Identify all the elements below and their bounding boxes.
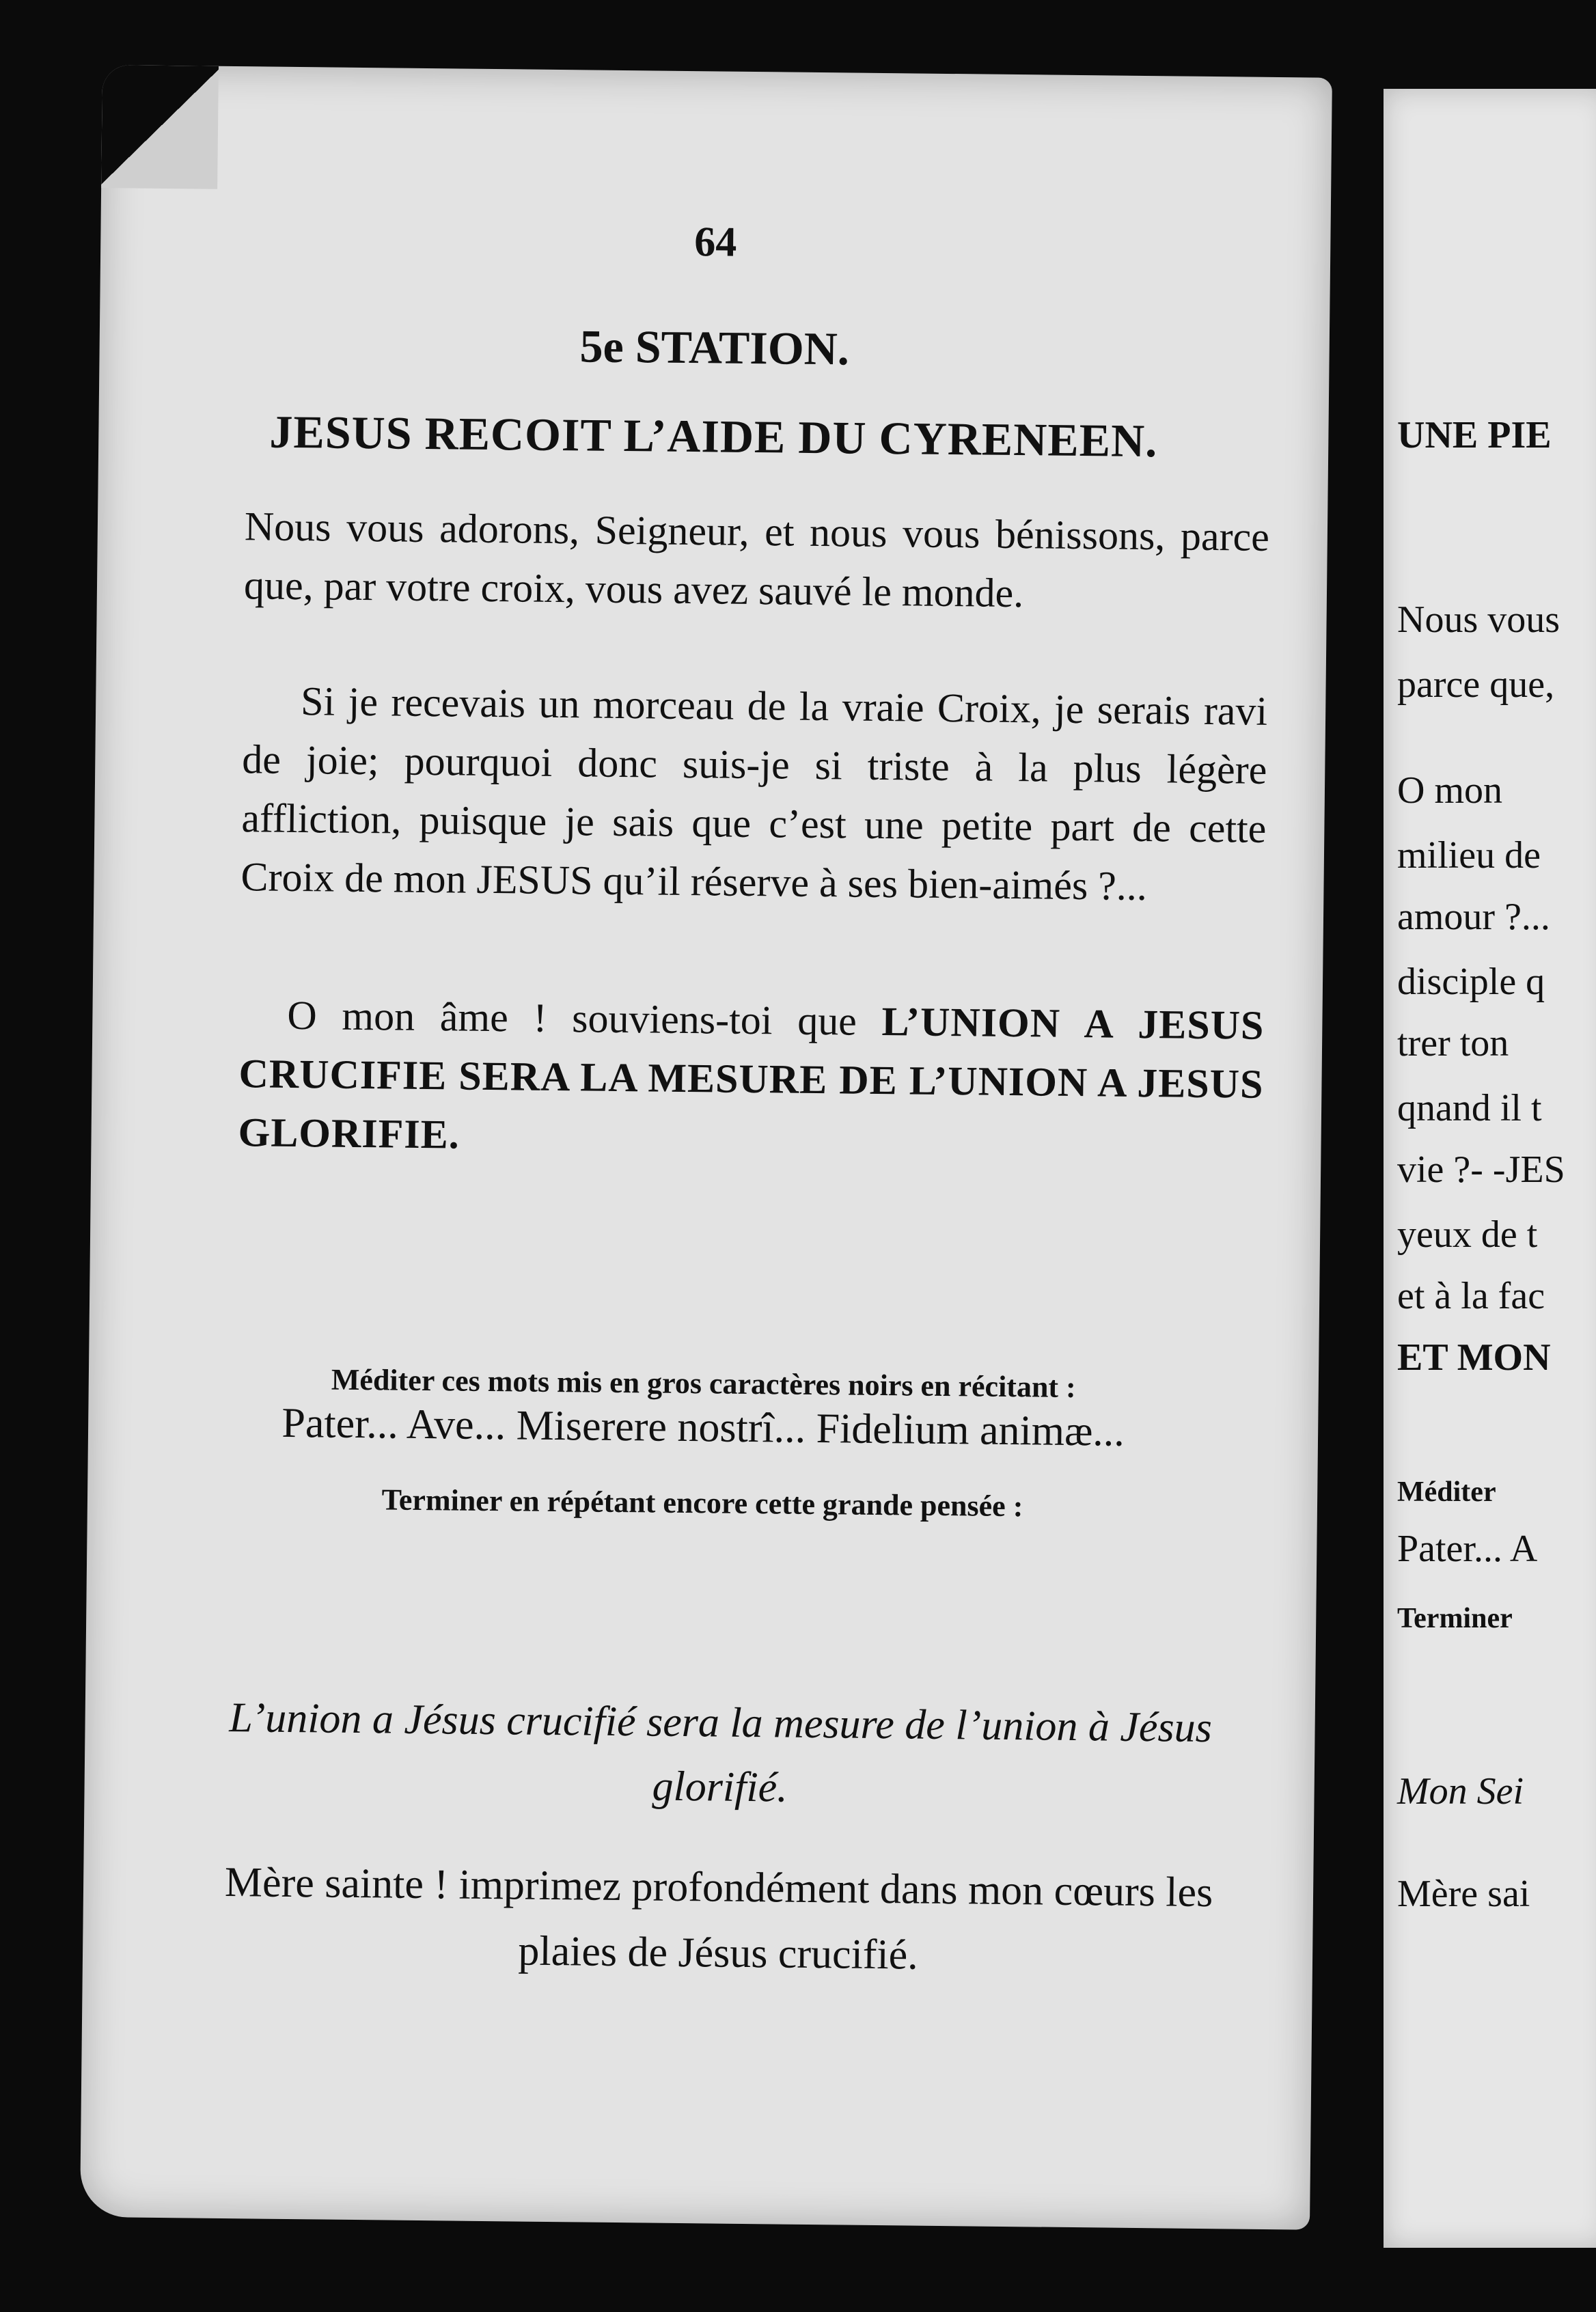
right-line: Nous vous	[1397, 598, 1560, 641]
right-line: Terminer	[1397, 1603, 1513, 1634]
right-page	[1384, 89, 1596, 2248]
right-line: et à la fac	[1397, 1275, 1545, 1317]
right-line: trer ton	[1397, 1022, 1509, 1064]
right-line: amour ?...	[1397, 896, 1550, 938]
right-line: parce que,	[1397, 663, 1555, 706]
right-line: disciple q	[1397, 961, 1545, 1003]
station-title: JESUS RECOIT L’AIDE DU CYRENEEN.	[269, 405, 1158, 467]
page-number: 64	[693, 219, 737, 266]
closing-prayer: Mère sainte ! imprimez profondément dans mon cœurs les plaies de Jésus crucifié.	[224, 1859, 1213, 1979]
right-line: vie ?- -JES	[1397, 1148, 1565, 1191]
right-line: qnand il t	[1397, 1087, 1542, 1129]
quote: L’union a Jésus crucifié sera la mesure de l’union à Jésus glorifié.	[229, 1694, 1213, 1811]
meditation-paragraph: Si je recevais un morceau de la vraie Croix, je serais ravi de joie; pourquoi donc suis-je si triste à la plus légère affliction, puisque je sais que c’est une petite part de cette Croix de mon JESUS qu’il réserve à ses bien-aimés ?...	[240, 678, 1268, 909]
right-line: Méditer	[1397, 1476, 1496, 1508]
right-line: milieu de	[1397, 834, 1541, 877]
right-line: Mon Sei	[1397, 1770, 1524, 1813]
folded-corner	[101, 65, 219, 189]
right-line: Pater... A	[1397, 1528, 1538, 1570]
exhortation-lead: O mon âme ! souviens-toi que	[287, 992, 882, 1045]
left-page	[80, 65, 1332, 2230]
right-line: ET MON	[1397, 1336, 1551, 1379]
right-line: UNE PIE	[1397, 414, 1552, 456]
instruction-end: Terminer en répétant encore cette grande pensée :	[381, 1483, 1023, 1524]
adoration-paragraph: Nous vous adorons, Seigneur, et nous vous bénissons, parce que, par votre croix, vous avez sauvé le monde.	[243, 504, 1270, 616]
exhortation-paragraph	[238, 985, 1265, 1172]
right-line: O mon	[1397, 769, 1502, 812]
exhortation-bold: L’UNION A JESUS CRUCIFIE SERA LA MESURE DE L’UNION A JESUS GLORIFIE.	[238, 999, 1265, 1157]
right-line: Mère sai	[1397, 1873, 1530, 1915]
station-heading: 5e STATION.	[579, 320, 850, 375]
right-line: yeux de t	[1397, 1213, 1538, 1256]
prayer-list: Pater... Ave... Miserere nostrî... Fidelium animæ...	[281, 1399, 1125, 1455]
instruction-meditate: Méditer ces mots mis en gros caractères noirs en récitant :	[331, 1362, 1077, 1405]
